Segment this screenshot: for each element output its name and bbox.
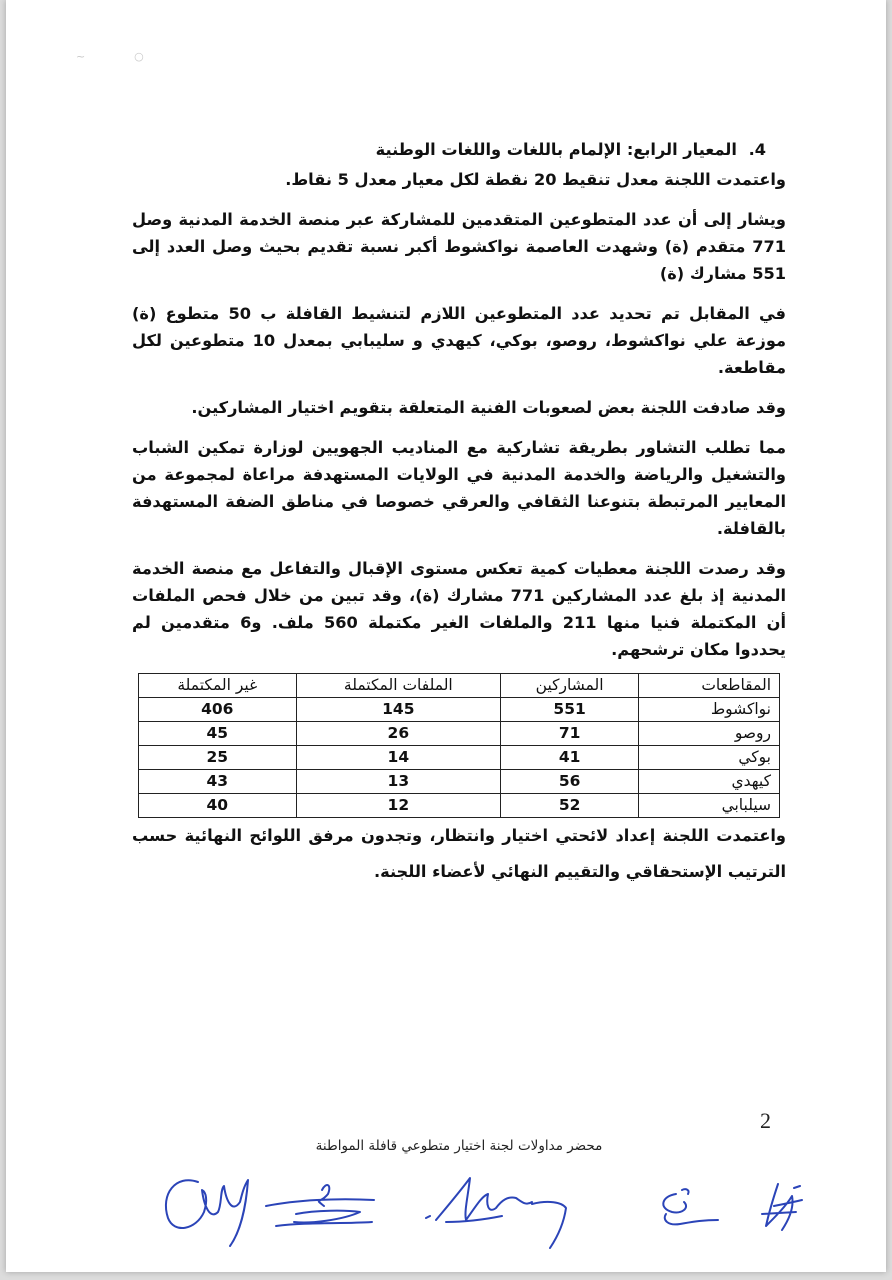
region-cell: روصو	[639, 722, 780, 746]
region-cell: نواكشوط	[639, 698, 780, 722]
signature-5	[762, 1184, 802, 1230]
paragraph-applicants: ويشار إلى أن عدد المتطوعين المتقدمين للمشاركة عبر منصة الخدمة المدنية وصل 771 متقدم (ة) وشهدت العاصمة نواكشوط أكبر نسبة تقديم بحيث وصل العدد إلى 551 مشارك (ة)	[132, 210, 786, 283]
paragraph-closing: واعتمدت اللجنة إعداد لائحتي اختيار وانتظار، وتجدون مرفق اللوائح النهائية حسب الترتيب الإستحقاقي والتقييم النهائي لأعضاء اللجنة.	[132, 826, 786, 881]
column-header-region: المقاطعات	[639, 674, 780, 698]
paragraph-difficulties: وقد صادفت اللجنة بعض لصعوبات الفنية المتعلقة بتقويم اختيار المشاركين.	[191, 398, 786, 417]
document-page	[6, 0, 886, 1272]
incomplete-cell: 25	[139, 746, 297, 770]
complete-cell: 14	[296, 746, 501, 770]
complete-cell: 26	[296, 722, 501, 746]
signatures	[146, 1160, 826, 1250]
paragraph-allocation: في المقابل تم تحديد عدد المتطوعين اللازم لتنشيط القافلة ب 50 متطوع (ة) موزعة علي نواكشوط، روصو، بوكي، كيهدي و سليبابي بمعدل 10 متطوعين لكل مقاطعة.	[132, 304, 786, 377]
participants-cell: 56	[501, 770, 639, 794]
incomplete-cell: 45	[139, 722, 297, 746]
paragraph-statistics: وقد رصدت اللجنة معطيات كمية تعكس مستوى الإقبال والتفاعل مع منصة الخدمة المدنية إذ بلغ عدد المشاركين 771 مشارك (ة)، وقد تبين من خلال فحص الملفات أن المكتملة فنيا منها 211 والملفات الغير مكتملة 560 ملف. و6 متقدمين لم يحددوا مكان ترشحهم.	[132, 559, 787, 659]
participants-cell: 52	[501, 794, 639, 818]
table-row	[139, 794, 780, 818]
column-header-complete: الملفات المكتملة	[296, 674, 501, 698]
table-row	[139, 746, 780, 770]
column-header-participants: المشاركين	[501, 674, 639, 698]
signature-4	[663, 1189, 718, 1224]
participants-cell: 551	[501, 698, 639, 722]
table-header-row	[139, 674, 780, 698]
paragraph-consultation: مما تطلب التشاور بطريقة تشاركية مع المناديب الجهويين لوزارة تمكين الشباب والتشغيل والرياضة والخدمة المدنية في الولايات المستهدفة مراعاة لمجموعة من المعايير المرتبطة بتنوعنا الثقافي والعرقي خصوصا في مناطق الضفة المستهدفة بالقافلة.	[132, 438, 786, 538]
region-cell: سيلبابي	[639, 794, 780, 818]
signature-2	[266, 1185, 374, 1226]
footer-title: محضر مداولات لجنة اختيار متطوعي قافلة المواطنة	[315, 1138, 603, 1154]
region-cell: بوكي	[639, 746, 780, 770]
participants-cell: 71	[501, 722, 639, 746]
heading-number: 4.	[748, 140, 766, 159]
incomplete-cell: 406	[139, 698, 297, 722]
heading-text: المعيار الرابع: الإلمام باللغات واللغات الوطنية	[375, 140, 737, 159]
complete-cell: 145	[296, 698, 501, 722]
page-number: 2	[760, 1108, 771, 1133]
document-body	[132, 136, 786, 903]
complete-cell: 13	[296, 770, 501, 794]
paragraph-scoring: واعتمدت اللجنة معدل تنقيط 20 نقطة لكل معيار معدل 5 نقاط.	[285, 170, 786, 189]
criterion-heading	[132, 136, 786, 163]
signature-1	[166, 1180, 248, 1246]
region-cell: كيهدي	[639, 770, 780, 794]
incomplete-cell: 40	[139, 794, 297, 818]
participants-cell: 41	[501, 746, 639, 770]
complete-cell: 12	[296, 794, 501, 818]
table-row	[139, 722, 780, 746]
table-row	[139, 770, 780, 794]
scan-marks: ~ ○	[76, 50, 144, 63]
table-row	[139, 698, 780, 722]
incomplete-cell: 43	[139, 770, 297, 794]
participants-table	[138, 673, 780, 818]
column-header-incomplete: غير المكتملة	[139, 674, 297, 698]
signature-3	[426, 1178, 566, 1248]
